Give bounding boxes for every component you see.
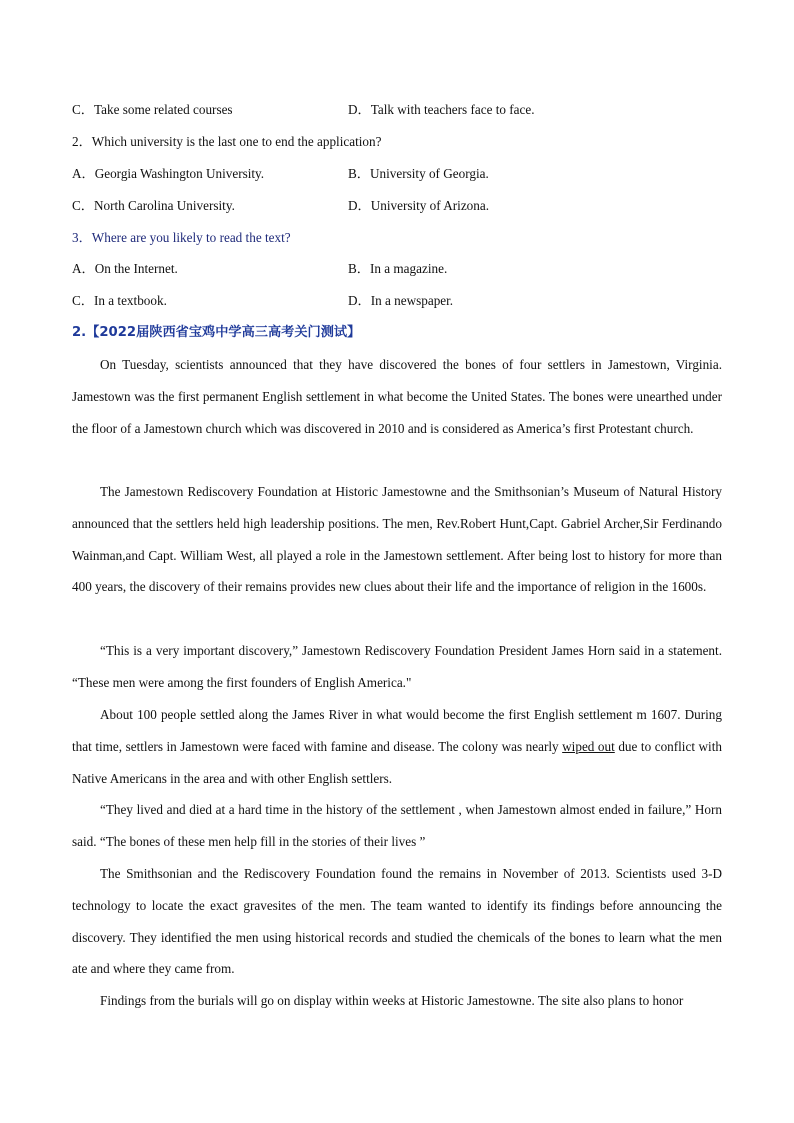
q3-option-d: D．In a newspaper. (348, 293, 454, 308)
q2-option-d: D．University of Arizona. (348, 198, 490, 213)
q2-option-b: B．University of Georgia. (348, 166, 489, 181)
passage-paragraph-4 (72, 699, 722, 794)
underlined-phrase: wiped out (562, 738, 615, 754)
q3-option-a: A．On the Internet. (72, 261, 178, 276)
q2-stem: 2．Which university is the last one to end the application? (72, 134, 382, 149)
passage-paragraph-1: On Tuesday, scientists announced that they have discovered the bones of four settlers in Jamestown, Virginia. Jamestown was the first permanent English settlement in what become the United States. The bones were unearthed under the floor of a Jamestown church which was discovered in 2010 and is considered as America’s first Protestant church. (72, 357, 722, 436)
passage-paragraph-3: “This is a very important discovery,” Jamestown Rediscovery Foundation President James Horn said in a statement. “These men were among the first founders of English America." (72, 643, 722, 690)
q3-option-b: B．In a magazine. (348, 261, 448, 276)
paragraph-4-text-a: About 100 people settled along the James River in what would become the first English settlement m 1607. During that time, settlers in Jamestown were faced with famine and disease. The colony was nearly (72, 707, 722, 754)
q1-option-c: C．Take some related courses (72, 102, 233, 117)
passage-heading: 2.【2022届陕西省宝鸡中学高三高考关门测试】 (72, 325, 361, 340)
q2-option-a: A．Georgia Washington University. (72, 166, 265, 181)
q3-option-c: C．In a textbook. (72, 293, 167, 308)
q3-stem: 3．Where are you likely to read the text? (72, 230, 291, 245)
q2-option-c: C．North Carolina University. (72, 198, 235, 213)
q1-option-d: D．Talk with teachers face to face. (348, 102, 535, 117)
passage-paragraph-2: The Jamestown Rediscovery Foundation at Historic Jamestowne and the Smithsonian’s Museum of Natural History announced that the settlers held high leadership positions. The men, Rev.Robert Hunt,Capt. Gabriel Archer,Sir Ferdinando Wainman,and Capt. William West, all played a role in the Jamestown settlement. After being lost to history for more than 400 years, the discovery of their remains provides new clues about their life and the importance of religion in the 1600s. (72, 484, 722, 595)
passage-paragraph-5: “They lived and died at a hard time in the history of the settlement , when Jamestown almost ended in failure,” Horn said. “The bones of these men help fill in the stories of their lives ” (72, 802, 722, 849)
paragraph-4-text-b: due to conflict with Native Americans in the area and with other English settlers. (72, 738, 722, 786)
passage-paragraph-7: Findings from the burials will go on display within weeks at Historic Jamestowne. The site also plans to honor (100, 993, 684, 1008)
passage-paragraph-6: The Smithsonian and the Rediscovery Foundation found the remains in November of 2013. Scientists used 3-D technology to locate the exact gravesites of the men. The team wanted to identify its findings before announcing the discovery. They identified the men using historical records and studied the chemicals of the bones to learn what the men ate and where they came from. (72, 866, 722, 977)
